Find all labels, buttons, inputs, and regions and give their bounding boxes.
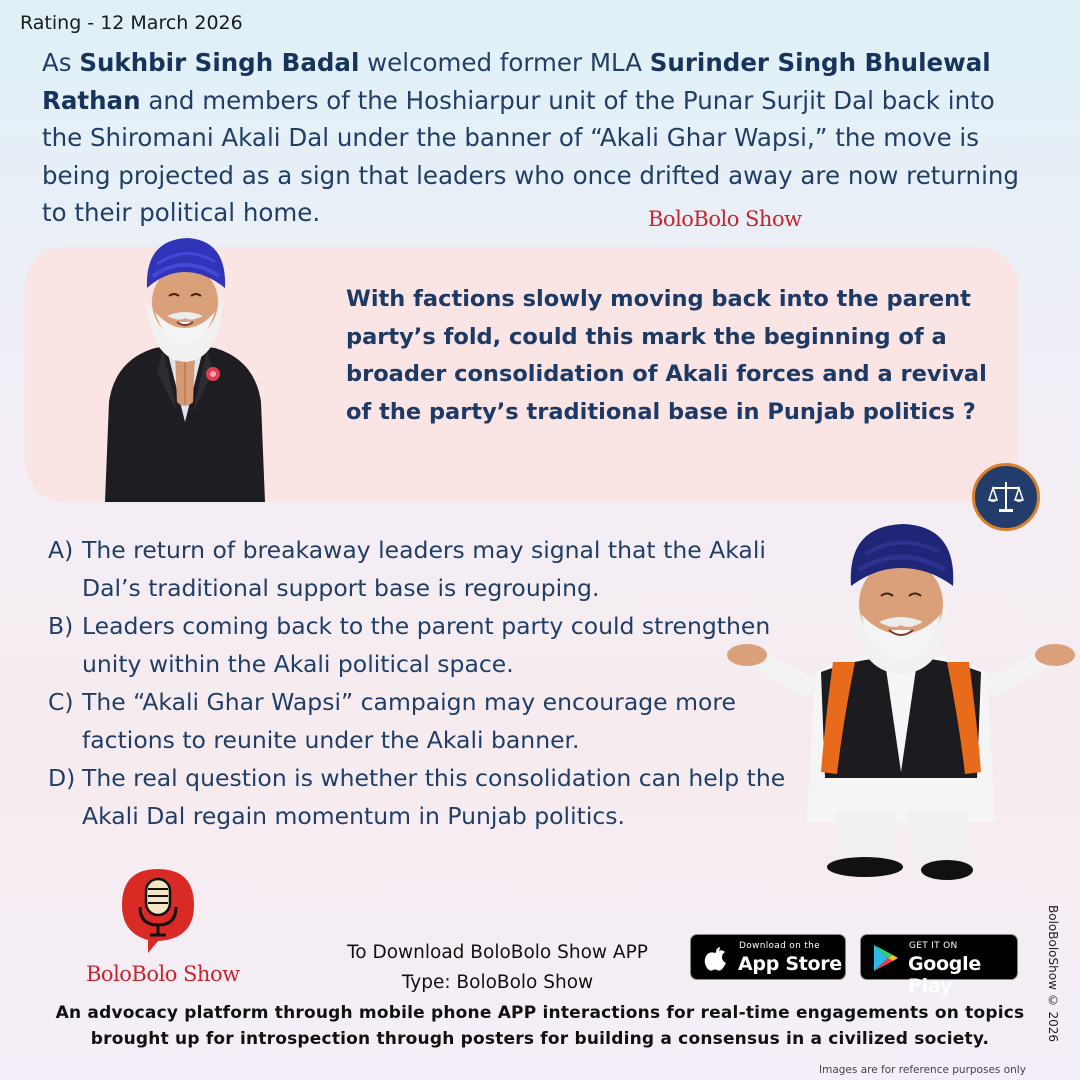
brand-logo-text: BoloBolo Show xyxy=(86,962,240,986)
question-text: With factions slowly moving back into the parent party’s fold, could this mark the beginning of a broader consolidation of Akali forces and a revival of the party’s traditional base in Punjab politics ? xyxy=(346,286,987,425)
rating-date: Rating - 12 March 2026 xyxy=(20,12,243,34)
option-b[interactable] xyxy=(48,607,808,683)
google-play-button[interactable] xyxy=(860,934,1018,997)
google-play-label: Google Play xyxy=(908,953,981,997)
option-text: The return of breakaway leaders may signal that the Akali Dal’s traditional support base is regrouping. xyxy=(82,536,766,602)
app-store-button[interactable] xyxy=(690,934,846,980)
footer-line: An advocacy platform through mobile phone APP interactions for real-time engagements on topics xyxy=(55,1003,1025,1023)
option-letter: D) xyxy=(48,764,76,792)
intro-text-1: As xyxy=(42,48,80,77)
option-d[interactable] xyxy=(48,759,808,835)
download-line: To Download BoloBolo Show APP xyxy=(347,942,648,963)
option-letter: C) xyxy=(48,688,74,716)
option-a[interactable] xyxy=(48,531,808,607)
balance-scale-icon xyxy=(972,463,1040,531)
intro-text-3: and members of the Hoshiarpur unit of the Punar Surjit Dal back into the Shiromani Akali Dal under the banner of “Akali Ghar Wapsi,” the move is being projected as a sign that leaders who once drifted away are now returning to their political home. xyxy=(42,85,1019,227)
download-instructions xyxy=(300,938,695,998)
option-text: The real question is whether this consolidation can help the Akali Dal regain momentum in Punjab politics. xyxy=(82,764,786,830)
app-store-small: Download on the xyxy=(739,941,820,951)
app-store-label: App Store xyxy=(738,953,842,975)
intro-text-2: welcomed former MLA xyxy=(359,48,650,77)
brand-watermark: BoloBolo Show xyxy=(648,207,802,231)
intro-paragraph xyxy=(42,44,1042,232)
google-play-small: GET IT ON xyxy=(909,941,958,951)
footer-line: brought up for introspection through posters for building a consensus in a civilized society. xyxy=(90,1029,990,1049)
leader-illustration-left xyxy=(95,232,275,507)
microphone-icon xyxy=(118,865,198,957)
footer-description xyxy=(20,1000,1060,1052)
apple-icon xyxy=(701,943,729,973)
option-letter: B) xyxy=(48,612,74,640)
option-text: The “Akali Ghar Wapsi” campaign may encourage more factions to reunite under the Akali banner. xyxy=(82,688,736,754)
google-play-icon xyxy=(871,943,899,973)
leader-illustration-right xyxy=(725,522,1080,892)
option-letter: A) xyxy=(48,536,74,564)
option-c[interactable] xyxy=(48,683,808,759)
image-disclaimer: Images are for reference purposes only xyxy=(819,1064,1026,1076)
download-type-line: Type: BoloBolo Show xyxy=(401,972,594,993)
copyright-notice: BoloBoloShow © 2026 xyxy=(1046,905,1060,1043)
intro-name-2: Surinder Singh Bhulewal Rathan xyxy=(42,48,991,115)
option-text: Leaders coming back to the parent party could strengthen unity within the Akali political space. xyxy=(82,612,771,678)
intro-name-1: Sukhbir Singh Badal xyxy=(79,48,360,77)
answer-options xyxy=(48,531,808,835)
